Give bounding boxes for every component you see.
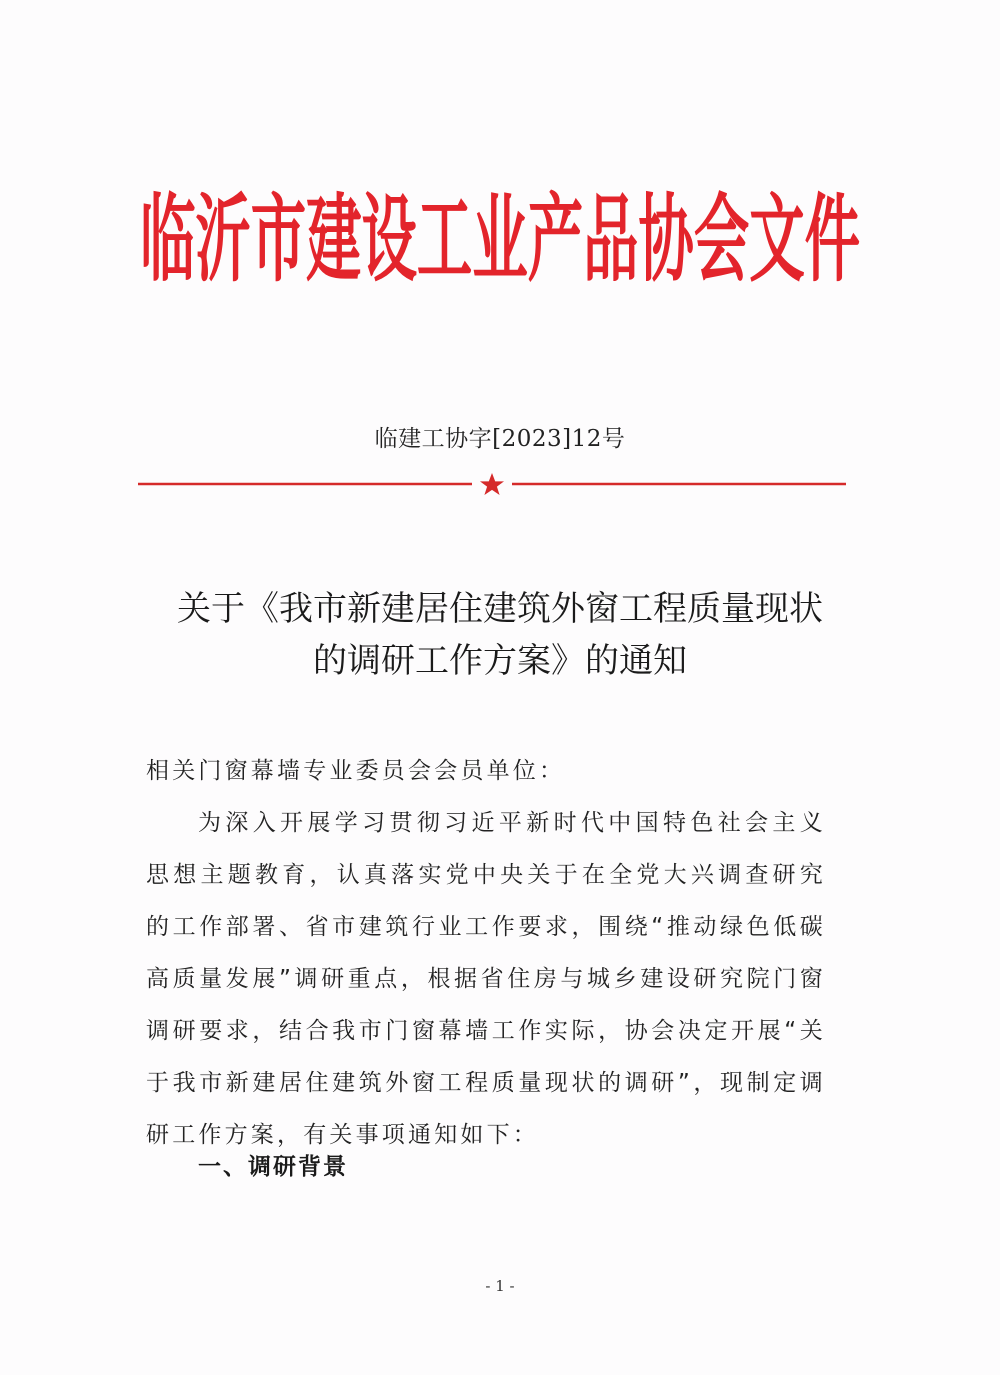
salutation: 相关门窗幕墙专业委员会会员单位： (146, 758, 566, 784)
star-icon (480, 473, 504, 495)
section-heading: 一、调研背景 (198, 1154, 348, 1180)
page-number: - 1 - (485, 1277, 515, 1295)
document-number: 临建工协字[2023]12号 (374, 426, 626, 452)
header-title-graphic (120, 165, 880, 315)
header-title-text: 临沂市建设工业产品协会文件 (140, 185, 861, 296)
body-paragraph: 为深入开展学习贯彻习近平新时代中国特色社会主义思想主题教育，认真落实党中央关于在全党大兴调查研究的工作部署、省市建筑行业工作要求，围绕“推动绿色低碳高质量发展”调研重点，根据省住房与城乡建设研究院门窗调研要求，结合我市门窗幕墙工作实际，协会决定开展“关于我市新建居住建筑外窗工程质量现状的调研”，现制定调研工作方案，有关事项通知如下： (146, 810, 826, 1148)
notice-title (0, 583, 1000, 687)
notice-title-line-1: 关于《我市新建居住建筑外窗工程质量现状 (177, 589, 823, 629)
notice-title-line-2: 的调研工作方案》的通知 (313, 641, 687, 681)
red-divider (138, 472, 846, 502)
document-header-title (120, 165, 880, 315)
notice-body (146, 745, 826, 1161)
